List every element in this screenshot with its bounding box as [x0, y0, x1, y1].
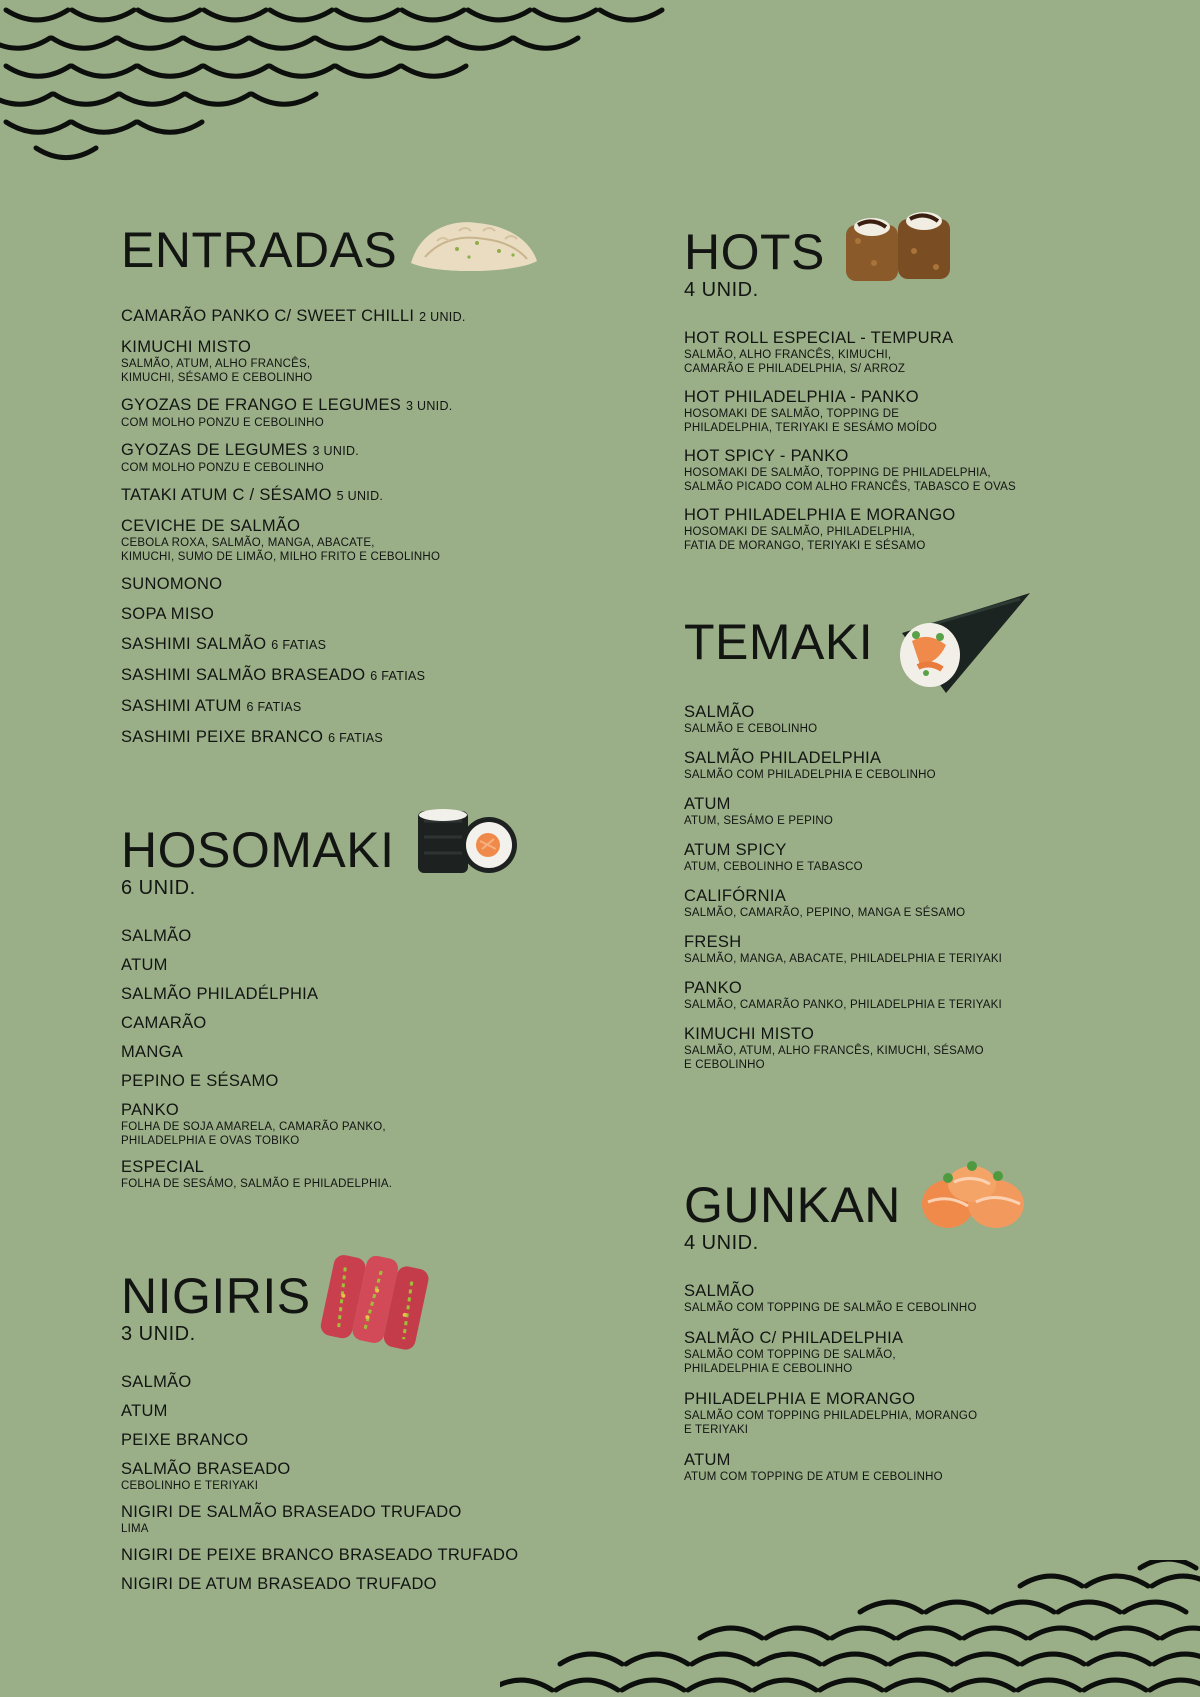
menu-item-name [121, 1043, 641, 1062]
menu-item [684, 329, 1124, 376]
menu-item-title: SALMÃO [684, 1282, 755, 1300]
menu-item [121, 1546, 641, 1565]
menu-item-title: HOT PHILADELPHIA - PANKO [684, 388, 919, 406]
menu-item [121, 605, 641, 624]
menu-item-title: KIMUCHI MISTO [121, 338, 252, 356]
menu-item-name [121, 441, 641, 461]
hosomaki-icon [416, 807, 520, 875]
menu-item-name [684, 1329, 1124, 1348]
menu-item [684, 1390, 1124, 1437]
menu-item-name [684, 1451, 1124, 1470]
menu-item-title: NIGIRI DE PEIXE BRANCO BRASEADO TRUFADO [121, 1546, 519, 1564]
menu-item-name [121, 486, 641, 506]
menu-item-title: CEVICHE DE SALMÃO [121, 517, 301, 535]
hots-header [684, 224, 1124, 329]
menu-item [121, 1101, 641, 1148]
menu-item-title: FRESH [684, 933, 742, 951]
menu-item-name [121, 1575, 641, 1594]
menu-item-title: GYOZAS DE LEGUMES [121, 441, 308, 459]
menu-item [121, 1158, 641, 1191]
menu-item [121, 1431, 641, 1450]
menu-item-description: CEBOLA ROXA, SALMÃO, MANGA, ABACATE, [121, 537, 375, 549]
menu-item-description: HOSOMAKI DE SALMÃO, PHILADELPHIA, [684, 526, 915, 538]
menu-item-name [684, 841, 1124, 860]
menu-item-name [684, 749, 1124, 768]
menu-item-name [684, 1390, 1124, 1409]
menu-item-description: PHILADELPHIA E OVAS TOBIKO [121, 1135, 300, 1147]
menu-item-name [121, 1373, 641, 1392]
menu-item-title: SALMÃO PHILADELPHIA [684, 749, 882, 767]
temaki-section [684, 614, 1124, 1085]
menu-item-name [121, 338, 641, 357]
menu-item-description: CEBOLINHO E TERIYAKI [121, 1480, 259, 1492]
menu-item-name [121, 307, 641, 327]
menu-item [121, 441, 641, 475]
menu-item-title: ATUM [684, 1451, 731, 1469]
menu-item-title: NIGIRI DE ATUM BRASEADO TRUFADO [121, 1575, 437, 1593]
menu-item-description: CAMARÃO E PHILADELPHIA, S/ ARROZ [684, 363, 906, 375]
menu-item [121, 575, 641, 594]
hots-subtitle: 4 UNID. [684, 279, 759, 301]
menu-item-title: NIGIRI DE SALMÃO BRASEADO TRUFADO [121, 1503, 462, 1521]
menu-item [684, 749, 1124, 782]
menu-item-description: E CEBOLINHO [684, 1059, 765, 1071]
menu-item [121, 666, 641, 686]
menu-item-name [684, 933, 1124, 952]
gunkan-subtitle: 4 UNID. [684, 1232, 759, 1254]
menu-item-title: SALMÃO C/ PHILADELPHIA [684, 1329, 904, 1347]
temaki-title: TEMAKI [684, 614, 874, 670]
menu-item-title: HOT ROLL ESPECIAL - TEMPURA [684, 329, 954, 347]
menu-item [684, 388, 1124, 435]
menu-item-title: PANKO [121, 1101, 180, 1119]
menu-item [121, 1503, 641, 1536]
menu-item-name [121, 605, 641, 624]
menu-item-description: FATIA DE MORANGO, TERIYAKI E SÉSAMO [684, 540, 926, 552]
menu-item [684, 1451, 1124, 1484]
menu-item-description: SALMÃO COM TOPPING DE SALMÃO, [684, 1349, 896, 1361]
temaki-icon [896, 591, 1032, 695]
menu-item-title: SALMÃO [121, 927, 192, 945]
menu-item-name [121, 956, 641, 975]
menu-item [121, 1043, 641, 1062]
menu-item [121, 1072, 641, 1091]
menu-item-name [684, 329, 1124, 348]
menu-item [121, 1402, 641, 1421]
menu-item-description: SALMÃO COM TOPPING PHILADELPHIA, MORANGO [684, 1410, 978, 1422]
menu-item-title: SUNOMONO [121, 575, 223, 593]
menu-item-name [121, 697, 641, 717]
menu-item-title: GYOZAS DE FRANGO E LEGUMES [121, 396, 402, 414]
menu-item-title: SALMÃO [121, 1373, 192, 1391]
menu-item-description: FOLHA DE SESÁMO, SALMÃO E PHILADELPHIA. [121, 1178, 393, 1190]
nigiris-list [121, 1373, 641, 1594]
hots-list [684, 329, 1124, 553]
menu-item [121, 985, 641, 1004]
menu-item-title: PANKO [684, 979, 743, 997]
menu-item-title: PHILADELPHIA E MORANGO [684, 1390, 916, 1408]
hosomaki-title: HOSOMAKI [121, 822, 395, 878]
menu-item-quantity: 6 FATIAS [328, 731, 384, 745]
entradas-title: ENTRADAS [121, 222, 398, 278]
menu-item-name [684, 1025, 1124, 1044]
menu-item-title: ATUM [121, 956, 168, 974]
menu-item-description: LIMA [121, 1523, 149, 1535]
menu-item-name [121, 666, 641, 686]
menu-item [121, 517, 641, 564]
menu-item-name [121, 575, 641, 594]
menu-item-name [121, 517, 641, 536]
menu-item [121, 956, 641, 975]
menu-item [121, 1373, 641, 1392]
menu-item-title: CAMARÃO [121, 1014, 207, 1032]
nigiris-title: NIGIRIS [121, 1268, 311, 1324]
menu-item-name [684, 795, 1124, 814]
menu-item-quantity: 6 FATIAS [246, 700, 302, 714]
menu-item [684, 795, 1124, 828]
menu-item-description: PHILADELPHIA, TERIYAKI E SESÁMO MOÍDO [684, 422, 938, 434]
menu-item-description: SALMÃO, CAMARÃO, PEPINO, MANGA E SÉSAMO [684, 907, 966, 919]
menu-item-description: HOSOMAKI DE SALMÃO, TOPPING DE [684, 408, 900, 420]
menu-item-quantity: 3 UNID. [406, 399, 453, 413]
entradas-section [121, 222, 641, 759]
menu-item-description: KIMUCHI, SUMO DE LIMÃO, MILHO FRITO E CEBOLINHO [121, 551, 441, 563]
menu-item [684, 506, 1124, 553]
menu-item [121, 1460, 641, 1493]
menu-item [684, 1282, 1124, 1315]
menu-item-title: SASHIMI PEIXE BRANCO [121, 728, 324, 746]
menu-item-description: FOLHA DE SOJA AMARELA, CAMARÃO PANKO, [121, 1121, 386, 1133]
menu-item-description: SALMÃO, ATUM, ALHO FRANCÊS, [121, 358, 311, 370]
menu-item-name [121, 1503, 641, 1522]
menu-item [121, 697, 641, 717]
menu-item-quantity: 5 UNID. [336, 489, 384, 503]
menu-item [121, 396, 641, 430]
menu-item-quantity: 2 UNID. [419, 310, 466, 324]
menu-item-title: HOT SPICY - PANKO [684, 447, 849, 465]
hosomaki-header [121, 822, 641, 927]
entradas-header [121, 222, 641, 307]
menu-item [121, 338, 641, 385]
menu-item-name [121, 1158, 641, 1177]
menu-item-description: COM MOLHO PONZU E CEBOLINHO [121, 462, 324, 474]
menu-item-title: SASHIMI SALMÃO [121, 635, 267, 653]
menu-item-name [121, 1402, 641, 1421]
menu-item-description: ATUM, CEBOLINHO E TABASCO [684, 861, 863, 873]
menu-item-name [121, 1460, 641, 1479]
menu-item-quantity: 3 UNID. [312, 444, 360, 458]
menu-item-title: SOPA MISO [121, 605, 215, 623]
nigiris-header [121, 1268, 641, 1373]
menu-item-title: ATUM SPICY [684, 841, 787, 859]
menu-item-title: ATUM [121, 1402, 168, 1420]
menu-item-quantity: 6 FATIAS [370, 669, 426, 683]
gyoza-icon [407, 217, 541, 281]
menu-item-title: SALMÃO PHILADÉLPHIA [121, 985, 319, 1003]
menu-item [121, 1014, 641, 1033]
menu-item [121, 307, 641, 327]
menu-item-description: SALMÃO, ALHO FRANCÊS, KIMUCHI, [684, 349, 892, 361]
menu-item-name [684, 447, 1124, 466]
hosomaki-subtitle: 6 UNID. [121, 877, 196, 899]
menu-item-name [121, 1014, 641, 1033]
menu-item [684, 1329, 1124, 1376]
menu-item [684, 1025, 1124, 1072]
nigiris-section [121, 1268, 641, 1604]
menu-item-description: SALMÃO E CEBOLINHO [684, 723, 818, 735]
menu-item-title: PEPINO E SÉSAMO [121, 1072, 279, 1090]
menu-item-title: SASHIMI SALMÃO BRASEADO [121, 666, 366, 684]
menu-item-title: ATUM [684, 795, 731, 813]
menu-item-title: SASHIMI ATUM [121, 697, 242, 715]
menu-item-title: SALMÃO BRASEADO [121, 1460, 291, 1478]
temaki-header [684, 614, 1124, 703]
entradas-list [121, 307, 641, 748]
menu-item-description: SALMÃO COM TOPPING DE SALMÃO E CEBOLINHO [684, 1302, 977, 1314]
menu-item-name [684, 1282, 1124, 1301]
menu-item-description: SALMÃO PICADO COM ALHO FRANCÊS, TABASCO E OVAS [684, 481, 1016, 493]
menu-item-description: PHILADELPHIA E CEBOLINHO [684, 1363, 853, 1375]
menu-item-quantity: 6 FATIAS [271, 638, 327, 652]
menu-item-name [684, 506, 1124, 525]
hosomaki-section [121, 822, 641, 1201]
gunkan-header [684, 1177, 1124, 1282]
menu-item [684, 979, 1124, 1012]
menu-item [121, 927, 641, 946]
top-wave-pattern [0, 0, 700, 170]
menu-item-name [121, 396, 641, 416]
menu-item-title: PEIXE BRANCO [121, 1431, 249, 1449]
menu-item-description: ATUM, SESÁMO E PEPINO [684, 815, 834, 827]
menu-item [684, 887, 1124, 920]
menu-item-description: COM MOLHO PONZU E CEBOLINHO [121, 417, 324, 429]
menu-item-title: HOT PHILADELPHIA E MORANGO [684, 506, 956, 524]
menu-item-title: TATAKI ATUM C / SÉSAMO [121, 486, 332, 504]
menu-item-title: MANGA [121, 1043, 184, 1061]
hots-section [684, 224, 1124, 565]
menu-item-name [121, 985, 641, 1004]
menu-item [684, 447, 1124, 494]
hosomaki-list [121, 927, 641, 1191]
menu-item-name [684, 388, 1124, 407]
menu-item-name [121, 927, 641, 946]
menu-item-name [121, 1072, 641, 1091]
menu-item-description: HOSOMAKI DE SALMÃO, TOPPING DE PHILADELPHIA, [684, 467, 991, 479]
menu-item-name [684, 887, 1124, 906]
menu-item-name [121, 635, 641, 655]
menu-item [684, 703, 1124, 736]
gunkan-section [684, 1177, 1124, 1498]
nigiris-subtitle: 3 UNID. [121, 1323, 196, 1345]
menu-item-description: SALMÃO, CAMARÃO PANKO, PHILADELPHIA E TERIYAKI [684, 999, 1002, 1011]
gunkan-list [684, 1282, 1124, 1484]
menu-item [121, 728, 641, 748]
menu-item-name [121, 1431, 641, 1450]
menu-item [684, 933, 1124, 966]
menu-item [121, 486, 641, 506]
menu-item-name [121, 1546, 641, 1565]
gunkan-icon [920, 1156, 1026, 1230]
menu-item-description: KIMUCHI, SÉSAMO E CEBOLINHO [121, 372, 313, 384]
menu-item-description: ATUM COM TOPPING DE ATUM E CEBOLINHO [684, 1471, 943, 1483]
menu-item-title: KIMUCHI MISTO [684, 1025, 815, 1043]
menu-item [121, 635, 641, 655]
menu-item-title: SALMÃO [684, 703, 755, 721]
menu-item [121, 1575, 641, 1594]
hot-roll-icon [844, 211, 952, 283]
menu-item-title: CALIFÓRNIA [684, 887, 787, 905]
menu-item-title: ESPECIAL [121, 1158, 205, 1176]
nigiri-icon [319, 1245, 437, 1357]
menu-item-description: E TERIYAKI [684, 1424, 749, 1436]
menu-item-description: SALMÃO COM PHILADELPHIA E CEBOLINHO [684, 769, 936, 781]
menu-item-name [121, 728, 641, 748]
hots-title: HOTS [684, 224, 825, 280]
gunkan-title: GUNKAN [684, 1177, 901, 1233]
menu-item-name [684, 979, 1124, 998]
menu-item-name [684, 703, 1124, 722]
temaki-list [684, 703, 1124, 1072]
menu-item-description: SALMÃO, MANGA, ABACATE, PHILADELPHIA E TERIYAKI [684, 953, 1003, 965]
menu-item-description: SALMÃO, ATUM, ALHO FRANCÊS, KIMUCHI, SÉSAMO [684, 1045, 984, 1057]
menu-item-title: CAMARÃO PANKO C/ SWEET CHILLI [121, 307, 415, 325]
menu-item-name [121, 1101, 641, 1120]
menu-item [684, 841, 1124, 874]
